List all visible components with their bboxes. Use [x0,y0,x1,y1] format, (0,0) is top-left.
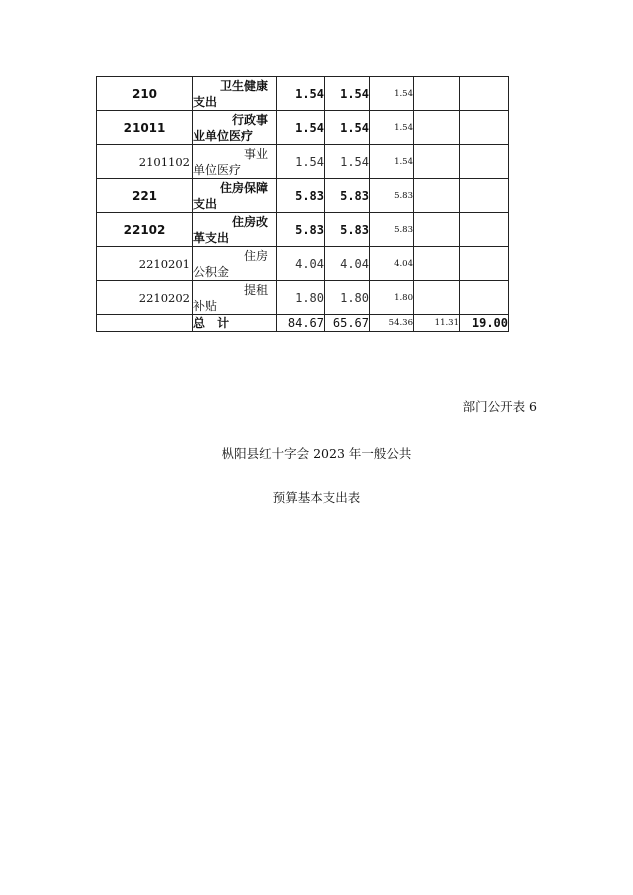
total-value: 84.67 [277,315,325,332]
public-value [414,247,460,281]
project-value [460,179,509,213]
basic-value: 5.83 [325,213,370,247]
basic-value: 5.83 [325,179,370,213]
subject-name: 提租 补贴 [193,281,277,315]
project-value [460,213,509,247]
basic-value: 65.67 [325,315,370,332]
table-row [97,247,509,281]
personnel-value: 5.83 [370,179,414,213]
personnel-value: 1.54 [370,145,414,179]
personnel-value: 1.54 [370,111,414,145]
public-value [414,77,460,111]
subject-code: 210 [97,77,193,111]
budget-table [96,76,509,332]
table-row [97,145,509,179]
public-value [414,213,460,247]
basic-value: 1.54 [325,145,370,179]
personnel-value: 5.83 [370,213,414,247]
table-row [97,213,509,247]
page-title-line1: 枞阳县红十字会 2023 年一般公共 [221,446,412,461]
project-value: 19.00 [460,315,509,332]
project-value [460,111,509,145]
subject-code: 2101102 [97,145,193,179]
personnel-value: 4.04 [370,247,414,281]
personnel-value: 54.36 [370,315,414,332]
subject-name: 卫生健康 支出 [193,77,277,111]
total-row [97,315,509,332]
total-value: 5.83 [277,179,325,213]
page-title-line2: 预算基本支出表 [272,490,361,505]
public-value [414,145,460,179]
basic-value: 4.04 [325,247,370,281]
public-value: 11.31 [414,315,460,332]
subject-name: 行政事 业单位医疗 [193,111,277,145]
public-value [414,111,460,145]
table-row [97,179,509,213]
total-value: 4.04 [277,247,325,281]
subject-name: 住房保障 支出 [193,179,277,213]
subject-name: 事业 单位医疗 [193,145,277,179]
subject-name: 住房改 革支出 [193,213,277,247]
total-value: 1.54 [277,145,325,179]
public-value [414,179,460,213]
total-value: 5.83 [277,213,325,247]
subject-code: 2210202 [97,281,193,315]
public-value [414,281,460,315]
subject-code: 22102 [97,213,193,247]
table-row [97,281,509,315]
subject-code: 2210201 [97,247,193,281]
total-value: 1.54 [277,111,325,145]
project-value [460,247,509,281]
basic-value: 1.54 [325,111,370,145]
table-row [97,111,509,145]
subject-name: 住房 公积金 [193,247,277,281]
form-number: 部门公开表 6 [462,399,537,414]
basic-value: 1.80 [325,281,370,315]
subject-code: 21011 [97,111,193,145]
total-label: 总 计 [193,315,277,332]
total-value: 1.54 [277,77,325,111]
total-code [97,315,193,332]
table-row [97,77,509,111]
personnel-value: 1.54 [370,77,414,111]
project-value [460,281,509,315]
total-value: 1.80 [277,281,325,315]
project-value [460,145,509,179]
basic-value: 1.54 [325,77,370,111]
personnel-value: 1.80 [370,281,414,315]
subject-code: 221 [97,179,193,213]
project-value [460,77,509,111]
